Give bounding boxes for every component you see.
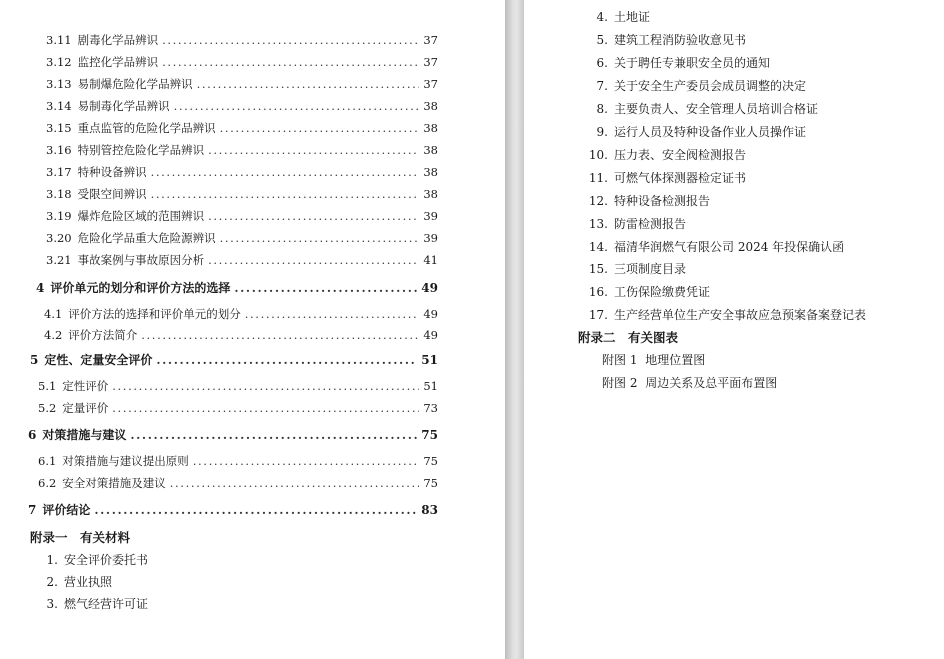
toc-leader (141, 327, 419, 343)
toc-leader (234, 280, 417, 296)
appendix-item[interactable] (586, 147, 746, 163)
toc-chapter[interactable] (36, 280, 438, 296)
appendix-item-title: 三项制度目录 (614, 262, 687, 276)
toc-entry[interactable] (38, 378, 438, 394)
toc-title: 评价方法简介 (68, 328, 138, 342)
toc-page-number: 75 (423, 476, 438, 490)
toc-number: 5.1 (38, 379, 57, 393)
toc-number: 3.20 (46, 231, 72, 245)
toc-title: 易制爆危险化学品辨识 (77, 77, 193, 91)
page-gutter (505, 0, 524, 659)
appendix-item-number: 17. (588, 308, 608, 322)
appendix-item-title: 关于聘任专兼职安全员的通知 (614, 56, 771, 70)
toc-leader (112, 378, 419, 394)
toc-page-number: 38 (423, 187, 438, 201)
toc-page-number: 38 (423, 143, 438, 157)
toc-entry[interactable] (46, 230, 438, 246)
toc-entry[interactable] (38, 400, 438, 416)
toc-number: 3.14 (46, 99, 72, 113)
appendix-item-title: 主要负责人、安全管理人员培训合格证 (614, 102, 819, 116)
toc-page-number: 39 (423, 209, 438, 223)
toc-leader (170, 475, 420, 491)
appendix-item-title: 关于安全生产委员会成员调整的决定 (614, 79, 807, 93)
appendix-figure-item[interactable] (602, 352, 705, 368)
appendix-item[interactable] (36, 552, 148, 568)
appendix-figure-item[interactable] (602, 375, 777, 391)
appendix-item[interactable] (586, 261, 686, 277)
toc-title: 易制毒化学品辨识 (77, 99, 170, 113)
toc-title: 监控化学品辨识 (77, 55, 159, 69)
toc-leader (208, 252, 419, 268)
toc-number: 6.2 (38, 476, 57, 490)
appendix-item-title: 工伤保险缴费凭证 (614, 285, 711, 299)
toc-title: 特种设备辨识 (77, 165, 147, 179)
appendix-item-title: 燃气经营许可证 (64, 597, 149, 611)
toc-entry[interactable] (38, 453, 438, 469)
toc-entry[interactable] (38, 475, 438, 491)
toc-number: 5.2 (38, 401, 57, 415)
toc-entry[interactable] (46, 54, 438, 70)
toc-title: 危险化学品重大危险源辨识 (77, 231, 216, 245)
toc-title: 评价单元的划分和评价方法的选择 (50, 281, 231, 295)
appendix-item[interactable] (36, 574, 112, 590)
toc-page-number: 51 (421, 353, 438, 367)
appendix-item-title: 土地证 (614, 10, 651, 24)
toc-leader (174, 98, 420, 114)
toc-title: 安全对策措施及建议 (62, 476, 166, 490)
toc-number: 3.18 (46, 187, 72, 201)
toc-leader (156, 352, 417, 368)
appendix-item-number: 11. (588, 171, 608, 185)
toc-title: 对策措施与建议提出原则 (62, 454, 189, 468)
toc-number: 3.15 (46, 121, 72, 135)
appendix-heading: 附录二 有关图表 (578, 330, 679, 345)
toc-title: 对策措施与建议 (42, 428, 127, 442)
appendix-item-number: 3. (46, 597, 58, 611)
toc-entry[interactable] (46, 186, 438, 202)
appendix-item-title: 生产经营单位生产安全事故应急预案备案登记表 (614, 308, 867, 322)
appendix-item-number: 12. (588, 194, 608, 208)
toc-leader (162, 54, 419, 70)
toc-entry[interactable] (46, 32, 438, 48)
toc-leader (208, 208, 419, 224)
toc-page-number: 39 (423, 231, 438, 245)
appendix-item[interactable] (586, 124, 806, 140)
toc-entry[interactable] (46, 164, 438, 180)
appendix-item-number: 2. (46, 575, 58, 589)
appendix-item-number: 15. (588, 262, 608, 276)
toc-leader (162, 32, 419, 48)
toc-page-number: 83 (421, 503, 438, 517)
toc-number: 3.16 (46, 143, 72, 157)
figure-title: 地理位置图 (645, 353, 706, 367)
appendix-item-title: 压力表、安全阀检测报告 (614, 148, 747, 162)
appendix-item[interactable] (36, 596, 148, 612)
appendix-item[interactable] (586, 78, 806, 94)
toc-leader (220, 230, 420, 246)
appendix-item-number: 14. (588, 240, 608, 254)
toc-leader (220, 120, 420, 136)
toc-leader (245, 306, 420, 322)
toc-number: 4 (36, 281, 45, 295)
toc-chapter[interactable] (28, 502, 438, 518)
toc-page-number: 41 (423, 253, 438, 267)
toc-number: 5 (30, 353, 39, 367)
toc-entry[interactable] (46, 76, 438, 92)
appendix-item-number: 10. (588, 148, 608, 162)
appendix-item[interactable] (586, 193, 710, 209)
appendix-item-title: 营业执照 (64, 575, 113, 589)
toc-leader (193, 453, 420, 469)
toc-page-number: 38 (423, 121, 438, 135)
toc-title: 剧毒化学品辨识 (77, 33, 159, 47)
appendix-item-number: 8. (596, 102, 608, 116)
toc-number: 4.1 (44, 307, 63, 321)
toc-title: 重点监管的危险化学品辨识 (77, 121, 216, 135)
toc-number: 3.21 (46, 253, 72, 267)
appendix-item[interactable] (586, 284, 710, 300)
figure-number: 附图 1 (602, 353, 638, 367)
toc-leader (151, 164, 420, 180)
toc-page-number: 75 (421, 428, 438, 442)
toc-number: 6 (28, 428, 37, 442)
appendix-item-title: 福清华润燃气有限公司 2024 年投保确认函 (614, 240, 845, 254)
toc-entry[interactable] (46, 142, 438, 158)
figure-title: 周边关系及总平面布置图 (645, 376, 778, 390)
toc-title: 评价方法的选择和评价单元的划分 (68, 307, 241, 321)
appendix-heading: 附录一 有关材料 (30, 530, 131, 545)
toc-leader (112, 400, 419, 416)
toc-leader (197, 76, 420, 92)
appendix-item-title: 运行人员及特种设备作业人员操作证 (614, 125, 807, 139)
toc-title: 受限空间辨识 (77, 187, 147, 201)
appendix-item-title: 安全评价委托书 (64, 553, 149, 567)
toc-page-number: 51 (423, 379, 438, 393)
toc-number: 3.17 (46, 165, 72, 179)
toc-page-number: 49 (423, 328, 438, 342)
toc-number: 6.1 (38, 454, 57, 468)
toc-number: 3.13 (46, 77, 72, 91)
appendix-item[interactable] (586, 101, 818, 117)
toc-leader (130, 427, 417, 443)
toc-entry[interactable] (46, 208, 438, 224)
toc-page-number: 38 (423, 99, 438, 113)
toc-chapter[interactable] (30, 352, 438, 368)
toc-page-number: 49 (421, 281, 438, 295)
appendix-item-number: 7. (596, 79, 608, 93)
appendix-item-title: 可燃气体探测器检定证书 (614, 171, 747, 185)
appendix-item-number: 5. (596, 33, 608, 47)
toc-title: 事故案例与事故原因分析 (77, 253, 205, 267)
appendix-item-number: 13. (588, 217, 608, 231)
toc-chapter[interactable] (28, 427, 438, 443)
toc-page-number: 73 (423, 401, 438, 415)
appendix-item-number: 16. (588, 285, 608, 299)
figure-number: 附图 2 (602, 376, 638, 390)
appendix-item-number: 4. (596, 10, 608, 24)
toc-title: 定性评价 (62, 379, 109, 393)
appendix-item[interactable] (586, 32, 746, 48)
appendix-item[interactable] (586, 55, 770, 71)
appendix-item-number: 1. (46, 553, 58, 567)
toc-title: 评价结论 (42, 503, 91, 517)
toc-entry[interactable] (44, 327, 438, 343)
toc-title: 特别管控危险化学品辨识 (77, 143, 205, 157)
appendix-item[interactable] (586, 307, 866, 323)
toc-number: 3.12 (46, 55, 72, 69)
toc-page-number: 37 (423, 77, 438, 91)
toc-entry[interactable] (46, 252, 438, 268)
toc-entry[interactable] (46, 120, 438, 136)
toc-page-number: 38 (423, 165, 438, 179)
toc-page-number: 49 (423, 307, 438, 321)
toc-entry[interactable] (44, 306, 438, 322)
appendix-item-number: 9. (596, 125, 608, 139)
toc-page-number: 75 (423, 454, 438, 468)
toc-page-number: 37 (423, 33, 438, 47)
appendix-item[interactable] (586, 239, 844, 255)
appendix-item-title: 建筑工程消防验收意见书 (614, 33, 747, 47)
appendix-item-title: 防雷检测报告 (614, 217, 687, 231)
toc-leader (208, 142, 419, 158)
toc-title: 定量评价 (62, 401, 109, 415)
right-page (524, 0, 944, 659)
toc-page-number: 37 (423, 55, 438, 69)
toc-leader (151, 186, 420, 202)
toc-title: 定性、定量安全评价 (44, 353, 153, 367)
appendix-item-number: 6. (596, 56, 608, 70)
toc-number: 3.19 (46, 209, 72, 223)
toc-number: 3.11 (46, 33, 72, 47)
toc-number: 7 (28, 503, 37, 517)
toc-entry[interactable] (46, 98, 438, 114)
appendix-item-title: 特种设备检测报告 (614, 194, 711, 208)
appendix-item[interactable] (586, 170, 746, 186)
appendix-item[interactable] (586, 9, 650, 25)
toc-title: 爆炸危险区域的范围辨识 (77, 209, 205, 223)
toc-number: 4.2 (44, 328, 63, 342)
toc-leader (94, 502, 417, 518)
appendix-item[interactable] (586, 216, 686, 232)
